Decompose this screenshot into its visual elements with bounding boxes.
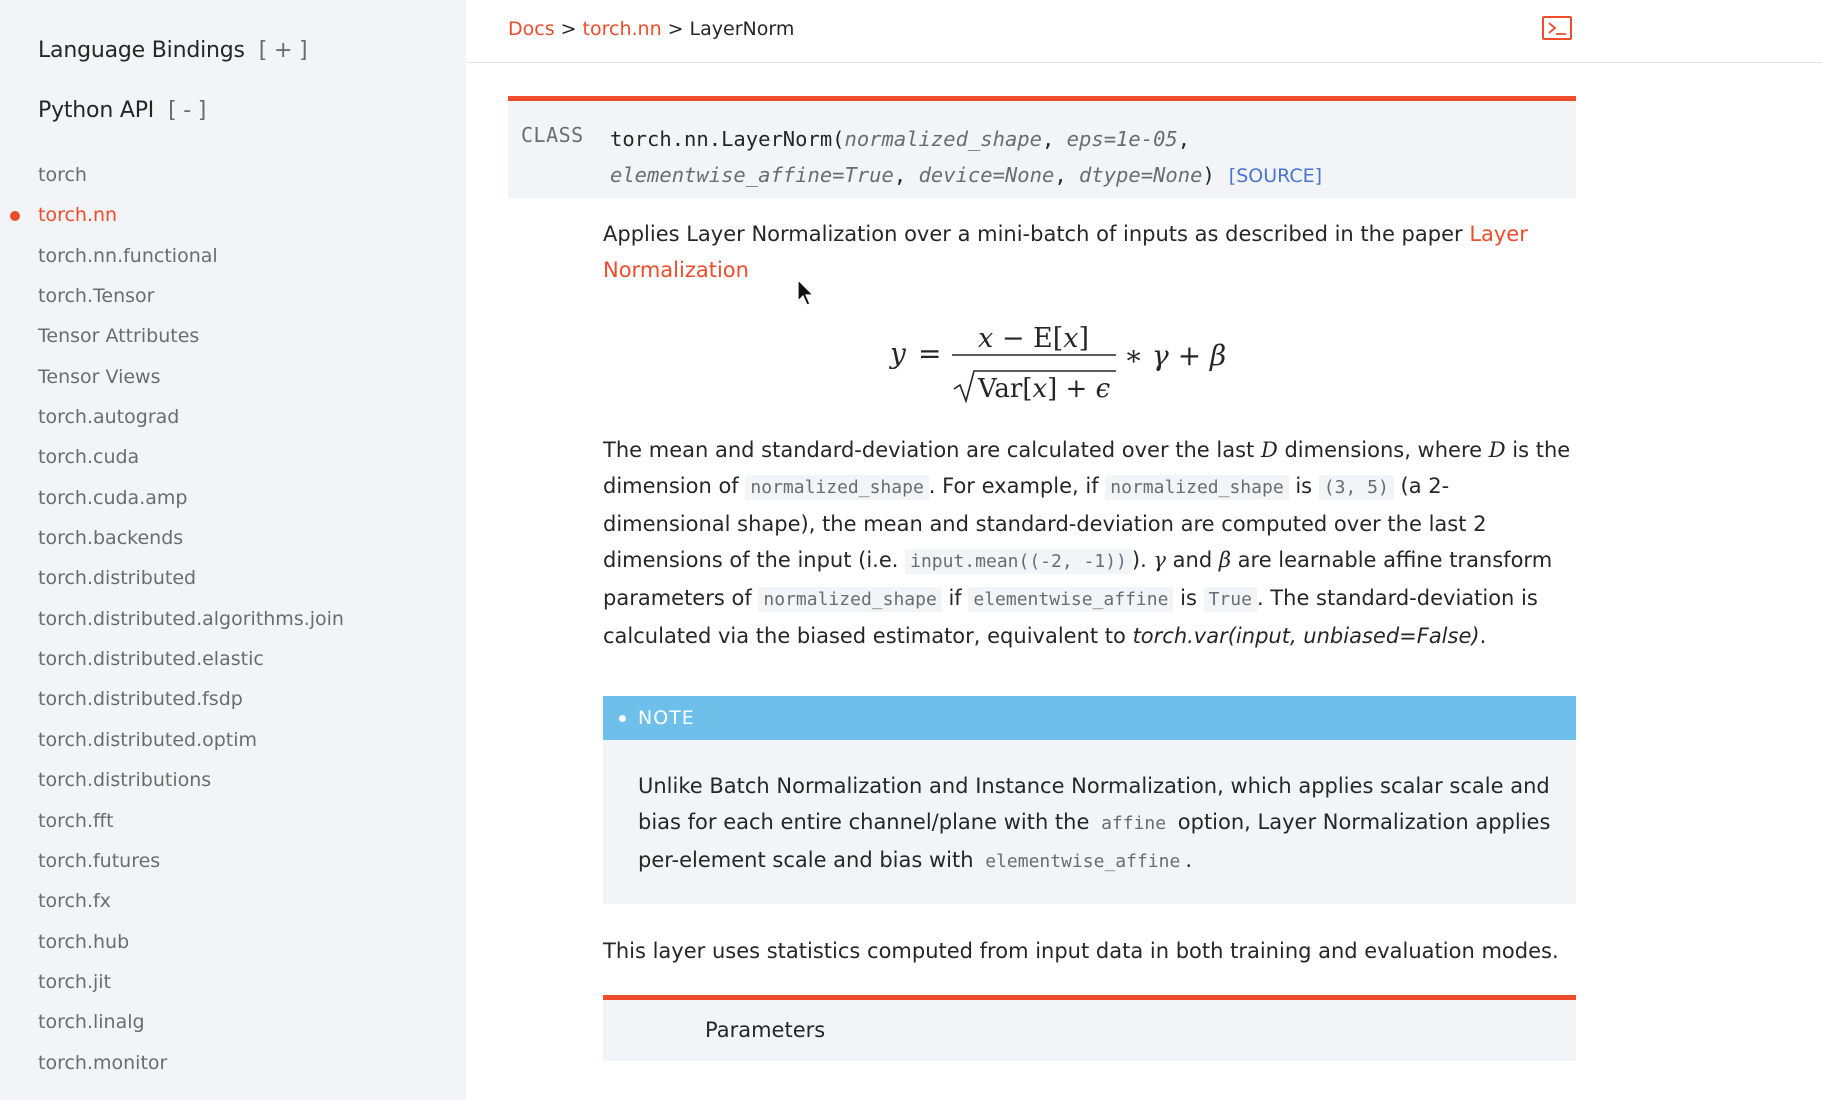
sidebar-item-torch[interactable] (0, 155, 466, 195)
sidebar-item-label: torch.cuda (38, 446, 140, 469)
sidebar-item-torch-cuda[interactable] (0, 437, 466, 477)
section-label: Language Bindings (38, 38, 245, 63)
parameters-section (603, 995, 1576, 1061)
collapse-toggle[interactable]: [ - ] (168, 98, 207, 123)
param-normalized-shape: normalized_shape (844, 127, 1042, 151)
python-api-section[interactable] (38, 98, 206, 123)
sidebar-item-torch-fft[interactable] (0, 801, 466, 841)
terminal-toggle-button[interactable] (1542, 16, 1572, 40)
signature-close: ) (1202, 163, 1215, 187)
math-beta: β (1218, 548, 1231, 572)
sidebar-item-torch-distributions[interactable] (0, 760, 466, 800)
sidebar-nav-list (0, 155, 466, 1083)
breadcrumb (508, 18, 794, 40)
top-bar (466, 0, 1822, 63)
sidebar-item-label: torch.distributed.elastic (38, 648, 264, 671)
param-dtype: dtype=None (1079, 163, 1203, 187)
svg-text:y: y (890, 337, 906, 370)
code-normalized-shape: normalized_shape (758, 587, 941, 612)
class-keyword: CLASS (521, 123, 584, 147)
sidebar-item-label: torch.distributed.algorithms.join (38, 607, 344, 630)
svg-text:=: = (918, 337, 942, 370)
sidebar-item-torch-cuda-amp[interactable] (0, 478, 466, 518)
sidebar-item-label: torch (38, 164, 87, 186)
intro-paragraph (603, 216, 1576, 288)
svg-text:∗ γ + β: ∗ γ + β (1124, 339, 1227, 372)
sidebar-item-torch-distributed-elastic[interactable] (0, 639, 466, 679)
sidebar-item-tensor-attributes[interactable] (0, 316, 466, 356)
desc-text: The mean and standard-deviation are calculated over the last (603, 438, 1261, 462)
sidebar-item-label: torch.distributed.optim (38, 728, 258, 751)
desc-text: dimensions, where (1277, 438, 1489, 462)
code-shape-example: (3, 5) (1319, 475, 1394, 500)
sidebar-item-label: Tensor Attributes (38, 325, 200, 348)
svg-text:x − E[x]: x − E[x] (978, 323, 1090, 354)
sidebar-item-torch-nn-functional[interactable] (0, 236, 466, 276)
sidebar-item-label: torch.nn.functional (38, 244, 218, 267)
desc-text: is the dimension of (603, 438, 1571, 498)
sidebar-item-label: torch.distributed (38, 567, 197, 590)
source-link[interactable]: [SOURCE] (1228, 165, 1323, 187)
sidebar-item-torch-distributed-fsdp[interactable] (0, 679, 466, 719)
note-text: . (1185, 848, 1192, 872)
breadcrumb-separator: > (667, 18, 684, 40)
desc-text: and (1165, 548, 1219, 572)
class-name: torch.nn.LayerNorm( (610, 127, 845, 151)
sidebar-item-label: torch.fx (38, 890, 111, 913)
sidebar-item-label: torch.monitor (38, 1051, 168, 1074)
sidebar-item-torch-linalg[interactable] (0, 1002, 466, 1042)
sidebar-item-torch-futures[interactable] (0, 841, 466, 881)
param-elementwise-affine: elementwise_affine=True (610, 163, 894, 187)
sidebar-item-torch-distributed[interactable] (0, 558, 466, 598)
sidebar-item-label: torch.cuda.amp (38, 486, 188, 509)
torch-var-reference: torch.var(input, unbiased=False) (1132, 624, 1480, 648)
sidebar-item-tensor-views[interactable] (0, 357, 466, 397)
breadcrumb-torch-nn-link[interactable]: torch.nn (582, 18, 662, 40)
formula-graphic (888, 315, 1228, 415)
param-device: device=None (918, 163, 1055, 187)
math-d: D (1488, 438, 1506, 462)
desc-text: ). (1131, 548, 1154, 572)
note-title: NOTE (638, 707, 695, 729)
sidebar-item-label: Tensor Views (38, 365, 161, 388)
note-body (638, 768, 1558, 880)
code-input-mean: input.mean((-2, -1)) (905, 549, 1132, 574)
sidebar-item-label: torch.nn (38, 204, 118, 227)
class-signature (508, 96, 1576, 198)
breadcrumb-current: LayerNorm (689, 18, 795, 40)
stats-paragraph (603, 933, 1576, 969)
note-bullet-icon (619, 715, 626, 722)
active-indicator-dot (10, 211, 20, 221)
param-eps: eps=1e-05 (1066, 127, 1178, 151)
desc-text: (a 2-dimensional shape), the mean and standard-deviation are computed over the last 2 dimensions of the input (i.e. (603, 474, 1487, 572)
sidebar-item-label: torch.autograd (38, 406, 180, 429)
code-normalized-shape: normalized_shape (1105, 475, 1288, 500)
desc-text: is (1288, 474, 1319, 498)
expand-toggle[interactable]: [ + ] (258, 38, 308, 63)
layernorm-formula (888, 315, 1228, 422)
terminal-icon (1546, 19, 1570, 37)
desc-text: . (1479, 624, 1487, 648)
sidebar (0, 0, 466, 1100)
sidebar-item-torch-monitor[interactable] (0, 1043, 466, 1083)
desc-text: is (1173, 586, 1204, 610)
sidebar-item-label: torch.backends (38, 527, 184, 550)
desc-text: . For example, if (928, 474, 1106, 498)
svg-text:Var[x] + ϵ: Var[x] + ϵ (978, 374, 1111, 404)
sidebar-item-torch-distributed-algorithms-join[interactable] (0, 599, 466, 639)
breadcrumb-docs-link[interactable]: Docs (508, 18, 555, 40)
note-header (603, 696, 1576, 740)
note-text: Unlike Batch Normalization and Instance Normalization, which applies scalar scale and bias for each entire channel/plane with the (638, 774, 1550, 834)
sidebar-item-torch-hub[interactable] (0, 922, 466, 962)
sidebar-item-label: torch.hub (38, 930, 130, 953)
sidebar-item-label: torch.distributed.fsdp (38, 688, 243, 711)
math-gamma: γ (1153, 548, 1166, 572)
note-box (603, 696, 1576, 904)
sidebar-item-torch-tensor[interactable] (0, 276, 466, 316)
sidebar-item-label: torch.distributions (38, 769, 212, 792)
stats-text: This layer uses statistics computed from input data in both training and evaluation modes. (603, 939, 1559, 963)
sidebar-item-torch-jit[interactable] (0, 962, 466, 1002)
section-label: Python API (38, 98, 155, 123)
code-true: True (1204, 587, 1257, 612)
code-normalized-shape: normalized_shape (745, 475, 928, 500)
sidebar-item-label: torch.linalg (38, 1011, 145, 1034)
description-paragraph (603, 432, 1576, 654)
language-bindings-section[interactable] (38, 38, 307, 63)
sidebar-item-torch-autograd[interactable] (0, 397, 466, 437)
sidebar-item-torch-nn[interactable] (0, 195, 466, 235)
code-elementwise-affine: elementwise_affine (968, 587, 1173, 612)
desc-text: . The standard-deviation is calculated via the biased estimator, equivalent to (603, 586, 1538, 648)
code-affine: affine (1096, 811, 1171, 836)
sidebar-item-torch-fx[interactable] (0, 881, 466, 921)
desc-text: if (941, 586, 969, 610)
sidebar-item-label: torch.futures (38, 849, 161, 872)
breadcrumb-separator: > (560, 18, 577, 40)
math-d: D (1260, 438, 1278, 462)
signature-code: torch.nn.LayerNorm(normalized_shape, eps=1e-05, elementwise_affine=True, device=None, dtype=None) [SOURCE] (610, 127, 1323, 187)
sidebar-item-label: torch.Tensor (38, 285, 155, 308)
sidebar-item-label: torch.fft (38, 809, 114, 832)
parameters-label: Parameters (705, 1018, 826, 1042)
mouse-cursor-icon (797, 279, 815, 307)
sidebar-item-torch-backends[interactable] (0, 518, 466, 558)
code-elementwise-affine: elementwise_affine (980, 849, 1185, 874)
intro-text: Applies Layer Normalization over a mini-batch of inputs as described in the paper (603, 222, 1470, 246)
sidebar-item-torch-distributed-optim[interactable] (0, 720, 466, 760)
sidebar-item-label: torch.jit (38, 970, 112, 993)
note-text: option, Layer Normalization applies per-element scale and bias with (638, 810, 1551, 872)
desc-text: are learnable affine transform parameters of (603, 548, 1553, 610)
layer-normalization-paper-link[interactable]: Layer Normalization (603, 222, 1528, 282)
